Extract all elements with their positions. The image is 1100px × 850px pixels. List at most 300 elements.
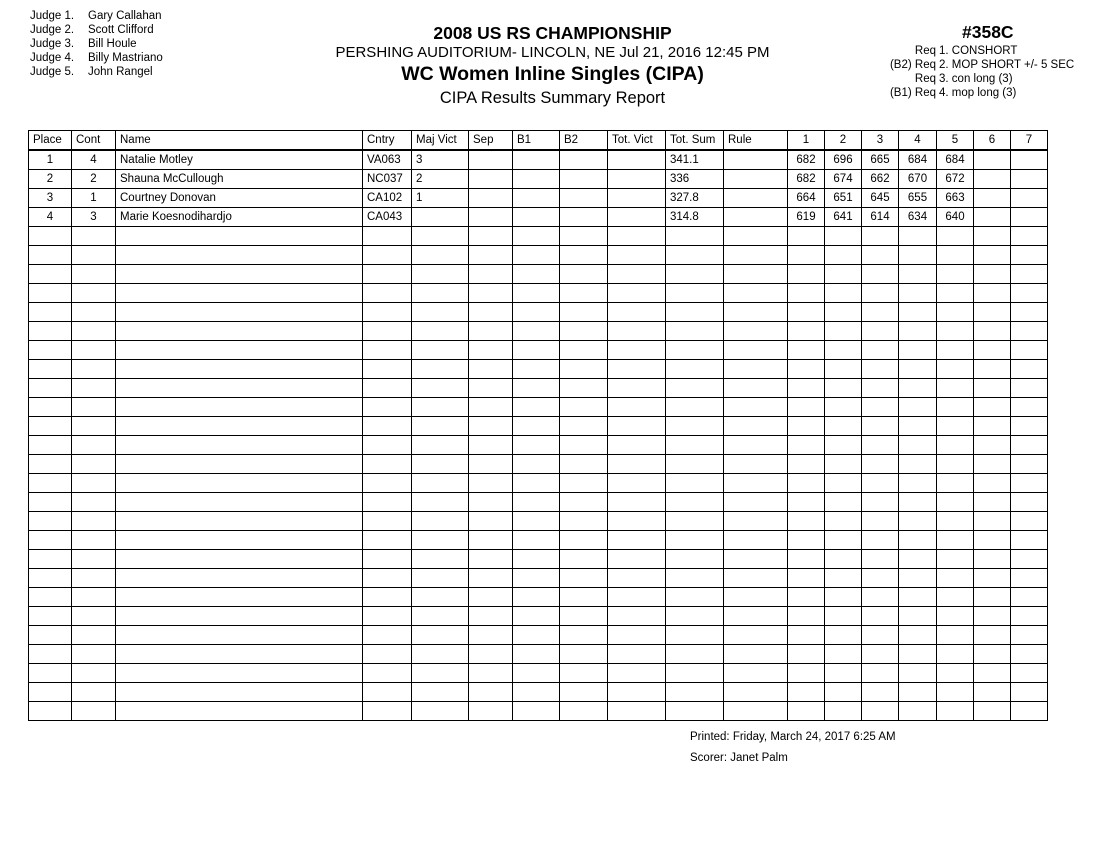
column-header: 3 <box>862 131 899 151</box>
table-cell <box>412 284 469 303</box>
table-cell <box>825 683 862 702</box>
column-header: Sep <box>469 131 513 151</box>
table-cell: NC037 <box>363 170 412 189</box>
table-cell <box>72 322 116 341</box>
table-cell <box>825 341 862 360</box>
column-header: Rule <box>724 131 788 151</box>
table-cell <box>116 493 363 512</box>
table-cell <box>608 284 666 303</box>
table-cell <box>469 189 513 208</box>
table-cell <box>937 455 974 474</box>
requirement-number: 2. <box>939 59 949 71</box>
table-cell <box>513 341 560 360</box>
table-cell <box>608 569 666 588</box>
table-cell <box>862 265 899 284</box>
column-header: Tot. Vict <box>608 131 666 151</box>
table-cell <box>363 569 412 588</box>
table-cell <box>469 512 513 531</box>
table-cell <box>862 227 899 246</box>
table-cell <box>560 626 608 645</box>
table-cell <box>412 246 469 265</box>
table-cell <box>513 189 560 208</box>
table-cell <box>116 436 363 455</box>
table-cell <box>608 626 666 645</box>
table-cell <box>560 322 608 341</box>
table-cell <box>937 436 974 455</box>
table-row <box>29 588 1048 607</box>
table-cell <box>513 455 560 474</box>
table-cell <box>363 360 412 379</box>
table-cell <box>899 626 937 645</box>
table-cell <box>608 417 666 436</box>
table-cell <box>666 569 724 588</box>
table-cell <box>899 284 937 303</box>
table-cell <box>724 531 788 550</box>
table-cell <box>788 379 825 398</box>
table-cell <box>116 607 363 626</box>
table-cell <box>513 683 560 702</box>
table-cell <box>116 265 363 284</box>
table-cell <box>937 588 974 607</box>
table-cell <box>937 246 974 265</box>
scorer-name: Scorer: Janet Palm <box>690 752 788 764</box>
judge-name: Scott Clifford <box>88 24 154 36</box>
table-cell <box>788 569 825 588</box>
table-cell <box>1011 322 1048 341</box>
requirement-text: MOP SHORT +/- 5 SEC <box>951 59 1075 71</box>
table-cell <box>412 588 469 607</box>
table-cell <box>1011 265 1048 284</box>
table-cell <box>666 322 724 341</box>
table-cell <box>608 550 666 569</box>
table-row <box>29 398 1048 417</box>
table-cell <box>788 227 825 246</box>
table-cell <box>724 208 788 227</box>
table-cell <box>469 303 513 322</box>
table-cell <box>974 284 1011 303</box>
table-cell <box>724 360 788 379</box>
table-cell <box>72 626 116 645</box>
table-cell <box>788 531 825 550</box>
judge-number: Judge 2. <box>30 24 75 36</box>
table-cell <box>29 474 72 493</box>
table-cell <box>560 341 608 360</box>
judge-row <box>30 37 163 51</box>
judge-row <box>30 23 163 37</box>
table-row <box>29 512 1048 531</box>
table-cell <box>363 379 412 398</box>
table-cell <box>899 702 937 721</box>
table-cell <box>666 284 724 303</box>
table-cell: 640 <box>937 208 974 227</box>
column-header: Maj Vict <box>412 131 469 151</box>
table-cell <box>937 645 974 664</box>
table-cell <box>899 398 937 417</box>
table-cell <box>72 569 116 588</box>
table-cell <box>937 569 974 588</box>
table-cell <box>513 208 560 227</box>
table-cell <box>560 189 608 208</box>
table-cell <box>862 303 899 322</box>
table-cell <box>116 322 363 341</box>
table-cell <box>469 208 513 227</box>
table-row <box>29 246 1048 265</box>
table-cell <box>29 417 72 436</box>
table-cell <box>974 322 1011 341</box>
table-cell <box>666 588 724 607</box>
table-row <box>29 417 1048 436</box>
table-cell <box>560 170 608 189</box>
table-cell <box>72 702 116 721</box>
table-row <box>29 227 1048 246</box>
table-cell <box>412 341 469 360</box>
table-cell: 3 <box>29 189 72 208</box>
table-cell <box>560 531 608 550</box>
table-cell <box>1011 436 1048 455</box>
table-cell <box>825 417 862 436</box>
table-cell <box>72 417 116 436</box>
column-header: Cont <box>72 131 116 151</box>
table-cell <box>974 607 1011 626</box>
table-cell <box>513 417 560 436</box>
table-cell <box>560 607 608 626</box>
table-cell <box>363 664 412 683</box>
table-cell <box>937 702 974 721</box>
table-cell <box>72 265 116 284</box>
table-cell <box>1011 664 1048 683</box>
requirement-prefix: (B1) Req <box>889 87 936 99</box>
table-cell <box>560 645 608 664</box>
column-header: B1 <box>513 131 560 151</box>
table-cell: 655 <box>899 189 937 208</box>
table-cell <box>788 683 825 702</box>
table-cell <box>469 455 513 474</box>
table-cell <box>788 284 825 303</box>
requirements-list <box>862 44 1074 100</box>
table-cell <box>412 531 469 550</box>
table-cell <box>29 322 72 341</box>
table-cell <box>937 227 974 246</box>
table-cell <box>724 550 788 569</box>
table-cell <box>899 683 937 702</box>
table-cell <box>937 398 974 417</box>
table-cell <box>724 322 788 341</box>
table-cell <box>788 664 825 683</box>
table-cell <box>363 246 412 265</box>
table-cell <box>862 683 899 702</box>
table-cell <box>363 645 412 664</box>
results-table <box>28 130 1048 721</box>
table-cell: 2 <box>412 170 469 189</box>
report-subtitle: CIPA Results Summary Report <box>439 89 666 107</box>
table-cell <box>469 227 513 246</box>
table-cell <box>608 664 666 683</box>
table-cell <box>469 265 513 284</box>
column-header: B2 <box>560 131 608 151</box>
column-header: 5 <box>937 131 974 151</box>
judge-name: Bill Houle <box>88 38 137 50</box>
table-cell <box>862 360 899 379</box>
table-cell <box>412 645 469 664</box>
table-cell <box>937 493 974 512</box>
table-cell <box>974 379 1011 398</box>
table-cell <box>788 455 825 474</box>
requirement-number: 4. <box>939 87 949 99</box>
table-cell <box>116 474 363 493</box>
table-row <box>29 379 1048 398</box>
table-cell <box>560 436 608 455</box>
table-cell <box>666 493 724 512</box>
table-cell <box>666 379 724 398</box>
table-cell <box>412 550 469 569</box>
table-cell <box>825 531 862 550</box>
table-cell: 674 <box>825 170 862 189</box>
table-cell <box>363 683 412 702</box>
table-cell <box>825 360 862 379</box>
table-cell <box>1011 189 1048 208</box>
table-cell <box>937 379 974 398</box>
requirement-text: CONSHORT <box>951 45 1018 57</box>
table-row <box>29 683 1048 702</box>
column-header: 2 <box>825 131 862 151</box>
table-cell <box>608 208 666 227</box>
table-cell <box>116 246 363 265</box>
table-cell <box>825 284 862 303</box>
table-cell <box>513 303 560 322</box>
table-cell <box>724 512 788 531</box>
column-header: 7 <box>1011 131 1048 151</box>
table-cell <box>666 607 724 626</box>
table-cell <box>29 531 72 550</box>
judge-name: Billy Mastriano <box>88 52 163 64</box>
table-cell <box>666 246 724 265</box>
table-cell <box>974 531 1011 550</box>
table-cell <box>469 531 513 550</box>
table-cell <box>899 265 937 284</box>
table-row <box>29 360 1048 379</box>
table-cell: 641 <box>825 208 862 227</box>
table-cell <box>666 474 724 493</box>
table-cell <box>72 303 116 322</box>
table-row <box>29 322 1048 341</box>
table-cell: 651 <box>825 189 862 208</box>
table-cell <box>1011 512 1048 531</box>
table-cell <box>469 170 513 189</box>
table-cell <box>116 417 363 436</box>
table-cell <box>513 284 560 303</box>
table-cell <box>666 417 724 436</box>
table-cell <box>560 455 608 474</box>
table-cell <box>608 170 666 189</box>
table-cell <box>513 569 560 588</box>
table-cell <box>513 664 560 683</box>
table-cell <box>29 265 72 284</box>
requirement-text: con long (3) <box>951 73 1013 85</box>
table-cell <box>974 417 1011 436</box>
table-cell <box>608 645 666 664</box>
table-cell <box>825 607 862 626</box>
table-cell <box>788 645 825 664</box>
table-row <box>29 189 1048 208</box>
table-cell: 3 <box>412 150 469 170</box>
table-cell <box>560 493 608 512</box>
table-cell: 619 <box>788 208 825 227</box>
table-cell <box>363 588 412 607</box>
table-cell <box>72 607 116 626</box>
table-row <box>29 550 1048 569</box>
table-cell <box>513 474 560 493</box>
table-cell <box>116 512 363 531</box>
table-cell <box>666 265 724 284</box>
table-cell <box>513 322 560 341</box>
table-cell <box>1011 227 1048 246</box>
table-cell <box>1011 417 1048 436</box>
table-cell: Natalie Motley <box>116 150 363 170</box>
table-cell <box>72 341 116 360</box>
requirement-number: 3. <box>939 73 949 85</box>
table-cell <box>1011 170 1048 189</box>
table-cell <box>788 417 825 436</box>
table-cell: Courtney Donovan <box>116 189 363 208</box>
table-cell <box>974 474 1011 493</box>
table-row <box>29 493 1048 512</box>
table-cell <box>724 588 788 607</box>
table-cell <box>116 341 363 360</box>
table-cell <box>788 322 825 341</box>
table-cell <box>937 512 974 531</box>
table-cell <box>560 150 608 170</box>
table-cell <box>1011 626 1048 645</box>
table-cell <box>363 455 412 474</box>
table-cell <box>666 664 724 683</box>
table-cell <box>724 683 788 702</box>
table-cell <box>116 398 363 417</box>
table-cell: 4 <box>72 150 116 170</box>
table-cell <box>116 284 363 303</box>
table-cell <box>899 341 937 360</box>
table-cell <box>560 284 608 303</box>
table-cell <box>1011 379 1048 398</box>
table-cell <box>363 474 412 493</box>
table-cell <box>513 170 560 189</box>
table-cell <box>513 436 560 455</box>
table-cell <box>608 265 666 284</box>
table-cell <box>724 474 788 493</box>
table-cell <box>469 360 513 379</box>
table-cell <box>412 436 469 455</box>
table-row <box>29 455 1048 474</box>
table-cell <box>29 246 72 265</box>
table-cell <box>862 588 899 607</box>
table-cell <box>412 303 469 322</box>
judge-name: Gary Callahan <box>88 10 162 22</box>
requirement-prefix: Req <box>914 73 936 85</box>
table-cell <box>363 227 412 246</box>
table-cell <box>666 550 724 569</box>
table-cell <box>412 208 469 227</box>
table-row <box>29 474 1048 493</box>
table-cell <box>560 246 608 265</box>
table-cell <box>608 379 666 398</box>
table-cell: 341.1 <box>666 150 724 170</box>
table-cell <box>116 360 363 379</box>
table-cell <box>608 303 666 322</box>
table-cell <box>513 702 560 721</box>
table-cell <box>116 702 363 721</box>
table-cell <box>608 474 666 493</box>
table-cell <box>974 645 1011 664</box>
table-cell <box>724 227 788 246</box>
table-cell <box>862 436 899 455</box>
table-cell <box>363 436 412 455</box>
table-cell <box>608 436 666 455</box>
table-cell: 670 <box>899 170 937 189</box>
table-cell <box>72 284 116 303</box>
table-cell <box>608 398 666 417</box>
table-cell <box>469 569 513 588</box>
report-header <box>300 22 805 109</box>
table-cell <box>788 588 825 607</box>
table-cell <box>72 379 116 398</box>
table-cell <box>29 569 72 588</box>
table-cell <box>72 474 116 493</box>
table-row <box>29 284 1048 303</box>
table-cell <box>937 360 974 379</box>
table-cell <box>666 645 724 664</box>
table-cell <box>29 607 72 626</box>
table-cell <box>363 322 412 341</box>
table-cell <box>29 664 72 683</box>
table-cell: 336 <box>666 170 724 189</box>
table-cell <box>469 246 513 265</box>
table-row <box>29 531 1048 550</box>
table-cell <box>788 436 825 455</box>
table-cell <box>1011 208 1048 227</box>
table-cell <box>1011 341 1048 360</box>
table-cell <box>666 398 724 417</box>
table-cell <box>412 227 469 246</box>
table-cell <box>608 531 666 550</box>
table-cell <box>412 664 469 683</box>
table-cell <box>363 284 412 303</box>
table-cell <box>825 455 862 474</box>
table-cell <box>899 360 937 379</box>
table-cell <box>937 550 974 569</box>
table-cell <box>788 265 825 284</box>
judge-number: Judge 5. <box>30 66 75 78</box>
judges-list <box>30 9 163 79</box>
table-cell <box>666 303 724 322</box>
table-cell <box>72 246 116 265</box>
table-cell <box>974 398 1011 417</box>
table-cell <box>974 588 1011 607</box>
table-cell <box>825 550 862 569</box>
table-cell <box>116 645 363 664</box>
table-cell <box>469 417 513 436</box>
table-cell <box>469 436 513 455</box>
table-cell <box>469 683 513 702</box>
table-cell <box>899 569 937 588</box>
table-cell <box>974 150 1011 170</box>
table-cell <box>412 493 469 512</box>
table-cell <box>825 246 862 265</box>
table-cell <box>29 341 72 360</box>
table-cell <box>469 150 513 170</box>
table-cell <box>788 512 825 531</box>
table-row <box>29 265 1048 284</box>
column-header: Tot. Sum <box>666 131 724 151</box>
table-cell <box>608 341 666 360</box>
